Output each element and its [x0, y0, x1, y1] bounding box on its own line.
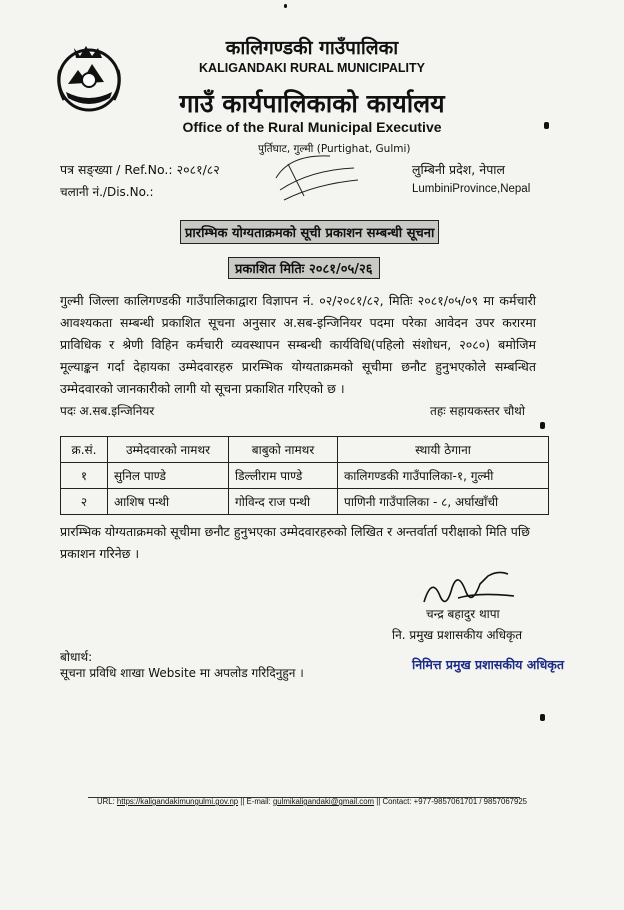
table-cell: सुनिल पाण्डे: [108, 463, 229, 489]
table-cell: २: [61, 489, 108, 515]
level-label: तहः सहायकस्तर चौथो: [430, 404, 525, 418]
published-date-value: २०८१/०५/२६: [308, 262, 373, 277]
signer-name: चन्द्र बहादुर थापा: [426, 607, 500, 621]
footer-email-link[interactable]: gulmikaligandaki@gmail.com: [272, 797, 375, 806]
office-address: पुर्तिघाट, गुल्मी (Purtighat, Gulmi): [258, 143, 411, 155]
municipality-name-np: कालिगण्डकी गाउँपालिका: [225, 37, 399, 59]
table-cell: पाणिनी गाउँपालिका - ८, अर्घाखाँची: [338, 489, 549, 515]
signer-title: नि. प्रमुख प्रशासकीय अधिकृत: [392, 628, 523, 642]
cc-label: बोधार्थ:: [60, 650, 93, 664]
footer-url-link[interactable]: https://kaligandakimungulmi.gov.np: [116, 797, 239, 806]
col-serial: क्र.सं.: [61, 437, 108, 463]
closing-paragraph: प्रारम्भिक योग्यताक्रमको सूचीमा छनौट हुनुभएका उम्मेदवारहरुको लिखित र अन्तर्वार्ता परीक्षाको मिति पछि प्रकाशन गरिनेछ ।: [60, 524, 530, 561]
scan-speck: [540, 714, 545, 721]
col-candidate-name: उम्मेदवारको नामथर: [108, 437, 229, 463]
candidate-table: [60, 436, 549, 515]
table-header-row: [61, 437, 549, 463]
footer-contact: [0, 797, 624, 806]
office-name-en: Office of the Rural Municipal Executive: [182, 119, 442, 135]
office-name-np: गाउँ कार्यपालिकाको कार्यालय: [179, 89, 445, 118]
footer-email-label: E-mail:: [246, 797, 271, 806]
ref-label: पत्र सङ्ख्या / Ref.No.:: [60, 162, 173, 177]
notice-body: गुल्मी जिल्ला कालिगण्डकी गाउँपालिकाद्वारा विज्ञापन नं. ०२/२०८१/८२, मितिः २०८१/०५/०९ मा कर्मचारी आवश्यकता सम्बन्धी प्रकाशित सूचना अनुसार अ.सब-इन्जिनियर पदमा परेका आवेदन उपर करारमा प्राविधिक र श्रेणी विहिन कर्मचारी व्यवस्थापन सम्बन्धी कार्यविधि(पहिलो संशोधन, २०८०) बमोजिम मूल्याङ्कन गर्दा देहायका उम्मेदवारहरु प्रारम्भिक योग्यताक्रमको सूचीमा छनौट हुनुभएकोले सम्बन्धित उम्मेदवारको जानकारीको लागी यो सूचना प्रकाशित गरिएको छ ।: [60, 293, 536, 396]
scan-speck: [284, 4, 287, 8]
dis-number-label: चलानी नं./Dis.No.:: [60, 185, 154, 199]
post-label: पदः अ.सब.इन्जिनियर: [60, 404, 155, 418]
table-row: [61, 489, 549, 515]
published-date-label: प्रकाशित मितिः: [235, 262, 305, 277]
province-np: लुम्बिनी प्रदेश, नेपाल: [412, 162, 506, 177]
scan-speck: [540, 422, 545, 429]
signer-stamp-text: निमित्त प्रमुख प्रशासकीय अधिकृत: [412, 657, 564, 672]
scan-speck: [544, 122, 549, 129]
published-date: [228, 257, 380, 279]
ref-value: २०८१/८२: [176, 162, 220, 177]
footer-separator: ||: [376, 797, 383, 806]
table-row: [61, 463, 549, 489]
table-cell: कालिगण्डकी गाउँपालिका-१, गुल्मी: [338, 463, 549, 489]
col-father-name: बाबुको नामथर: [229, 437, 338, 463]
footer-contact-text: Contact: +977-9857061701 / 9857067925: [382, 797, 528, 806]
table-cell: १: [61, 463, 108, 489]
office-stamp-icon: [270, 150, 362, 206]
notice-subject: प्रारम्भिक योग्यताक्रमको सूची प्रकाशन सम्बन्धी सूचना: [180, 220, 439, 244]
province-en: LumbiniProvince,Nepal: [412, 183, 531, 195]
ref-number: [60, 161, 220, 178]
col-permanent-address: स्थायी ठेगाना: [338, 437, 549, 463]
table-cell: गोविन्द राज पन्थी: [229, 489, 338, 515]
footer-url-label: URL:: [96, 797, 115, 806]
footer-separator: ||: [240, 797, 247, 806]
table-cell: आशिष पन्थी: [108, 489, 229, 515]
cc-item: सूचना प्रविधि शाखा Website मा अपलोड गरिदिनुहुन ।: [60, 666, 304, 680]
table-cell: डिल्लीराम पाण्डे: [229, 463, 338, 489]
municipality-name-en: KALIGANDAKI RURAL MUNICIPALITY: [199, 61, 425, 75]
